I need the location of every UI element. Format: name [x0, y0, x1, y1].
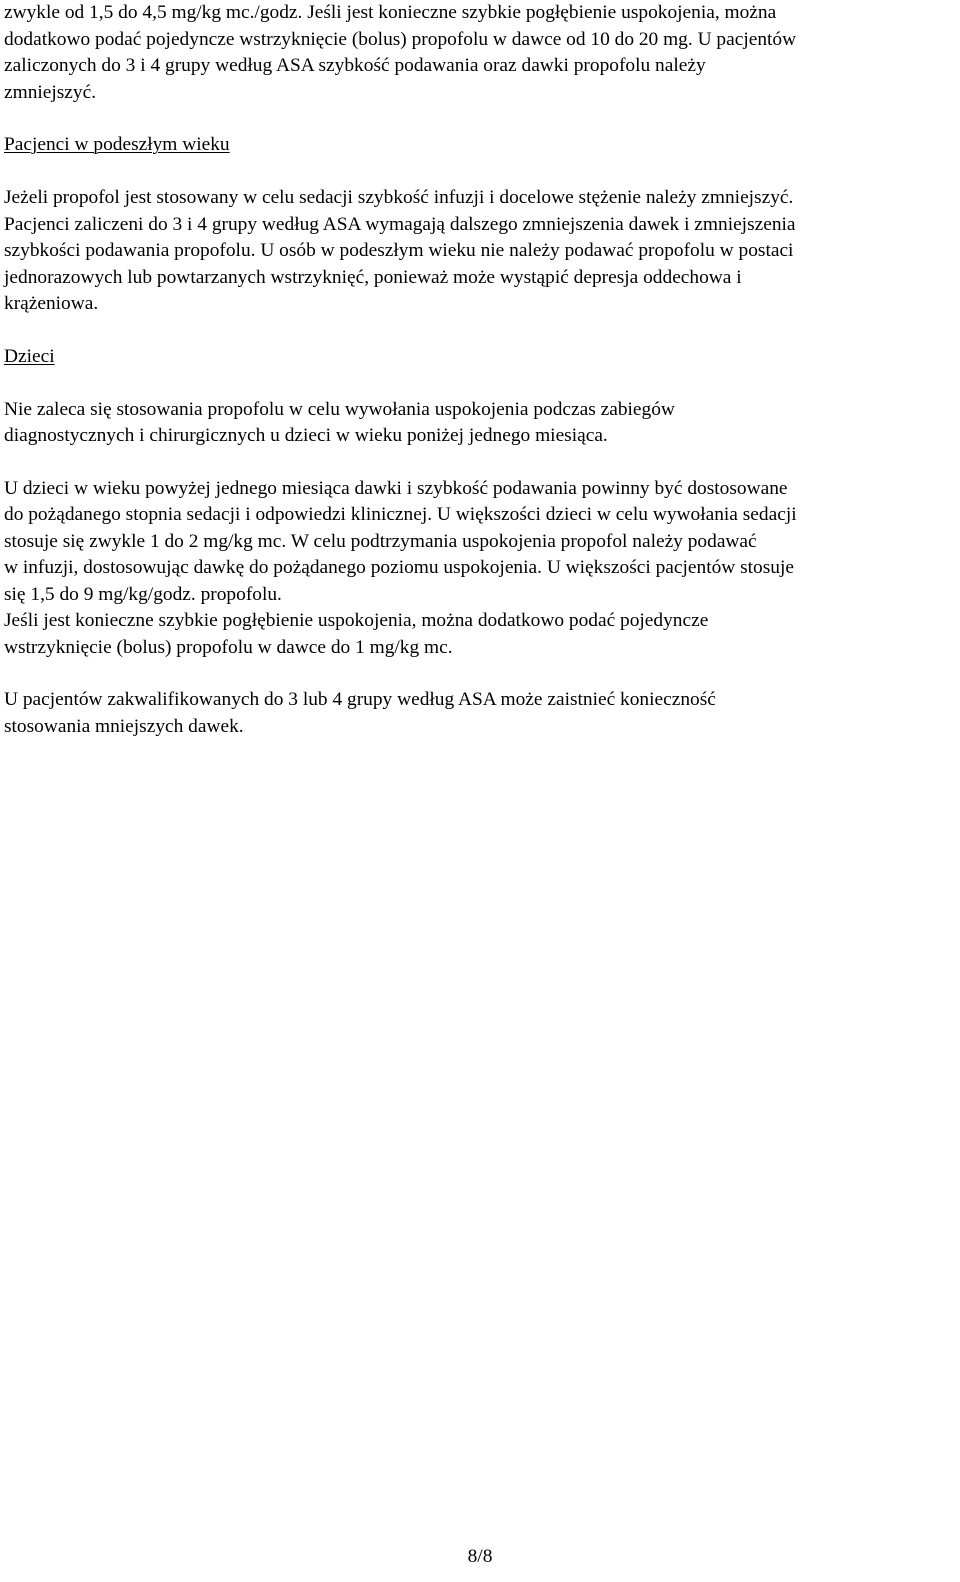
paragraph-elderly	[4, 185, 952, 318]
text-line: w infuzji, dostosowując dawkę do pożądanego poziomu uspokojenia. U większości pacjentów stosuje	[4, 557, 794, 578]
paragraph-children-1	[4, 397, 952, 450]
text-line: zaliczonych do 3 i 4 grupy według ASA szybkość podawania oraz dawki propofolu należy	[4, 55, 706, 76]
text-line: dodatkowo podać pojedyncze wstrzyknięcie (bolus) propofolu w dawce od 10 do 20 mg. U pacjentów	[4, 28, 797, 50]
paragraph-children-3	[4, 687, 952, 740]
text-line: krążeniowa.	[4, 293, 99, 314]
text-line: się 1,5 do 9 mg/kg/godz. propofolu.	[4, 583, 282, 605]
text-line: szybkości podawania propofolu. U osób w podeszłym wieku nie należy podawać propofolu w postaci	[4, 240, 794, 261]
text-line: Pacjenci zaliczeni do 3 i 4 grupy według ASA wymagają dalszego zmniejszenia dawek i zmniejszenia	[4, 213, 796, 235]
text-line: U pacjentów zakwalifikowanych do 3 lub 4 grupy według ASA może zaistnieć konieczność	[4, 689, 716, 710]
page-number: 8/8	[467, 1546, 493, 1567]
paragraph-intro	[4, 0, 952, 106]
section-heading-elderly	[4, 132, 952, 159]
text-line: jednorazowych lub powtarzanych wstrzyknięć, ponieważ może wystąpić depresja oddechowa i	[4, 266, 742, 288]
text-line: Jeżeli propofol jest stosowany w celu sedacji szybkość infuzji i docelowe stężenie należy zmniejszyć.	[4, 187, 794, 208]
text-line: stosowania mniejszych dawek.	[4, 715, 244, 737]
text-line: stosuje się zwykle 1 do 2 mg/kg mc. W celu podtrzymania uspokojenia propofol należy podawać	[4, 530, 757, 552]
text-line: zmniejszyć.	[4, 81, 97, 103]
section-heading-text: Pacjenci w podeszłym wieku	[4, 134, 230, 155]
text-line: zwykle od 1,5 do 4,5 mg/kg mc./godz. Jeśli jest konieczne szybkie pogłębienie uspokojenia, można	[4, 2, 777, 23]
text-line: Jeśli jest konieczne szybkie pogłębienie uspokojenia, można dodatkowo podać pojedyncze	[4, 610, 709, 631]
text-line: do pożądanego stopnia sedacji i odpowiedzi klinicznej. U większości dzieci w celu wywołania sedacji	[4, 504, 797, 525]
section-heading-text: Dzieci	[4, 345, 55, 367]
text-line: Nie zaleca się stosowania propofolu w celu wywołania uspokojenia podczas zabiegów	[4, 398, 675, 420]
text-line: wstrzyknięcie (bolus) propofolu w dawce do 1 mg/kg mc.	[4, 636, 453, 658]
paragraph-children-2	[4, 476, 952, 662]
text-line: diagnostycznych i chirurgicznych u dzieci w wieku poniżej jednego miesiąca.	[4, 425, 608, 446]
text-line: U dzieci w wieku powyżej jednego miesiąca dawki i szybkość podawania powinny być dostosowane	[4, 477, 788, 499]
section-heading-children	[4, 344, 952, 371]
document-page	[4, 0, 952, 740]
